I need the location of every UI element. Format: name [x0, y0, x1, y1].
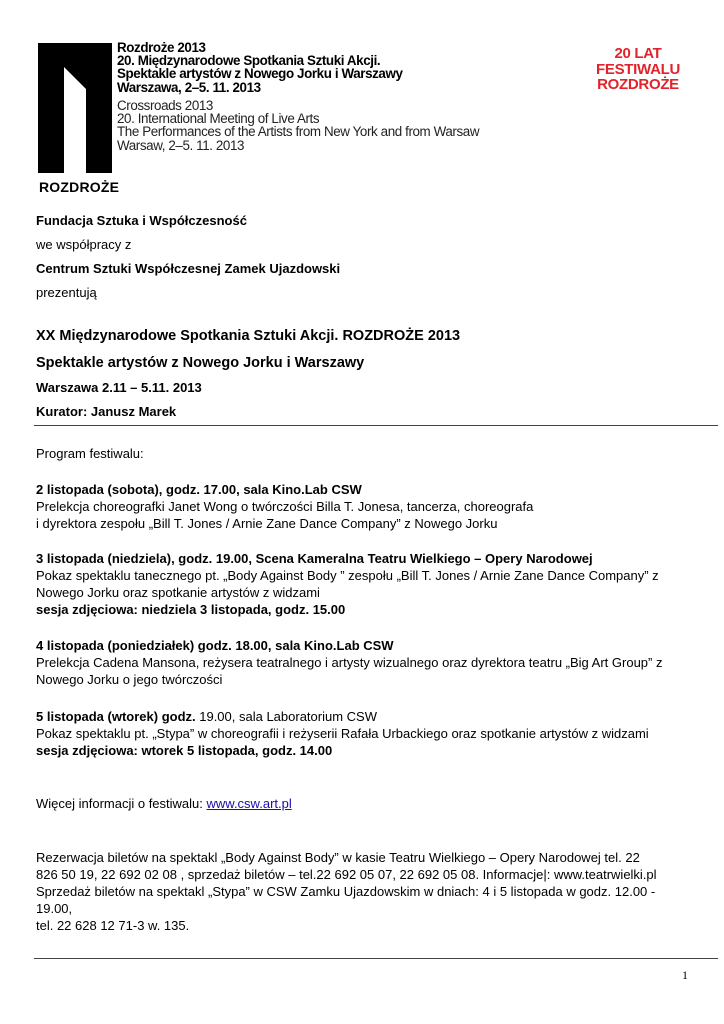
event-3-text: Nowego Jorku o jego twórczości — [36, 672, 223, 687]
festival-title: XX Międzynarodowe Spotkania Sztuki Akcji. ROZDROŻE 2013 — [36, 328, 461, 344]
anniversary-badge — [596, 46, 680, 93]
anniversary-line: 20 LAT — [614, 45, 662, 62]
event-2-photo-session: sesja zdjęciowa: niedziela 3 listopada, godz. 15.00 — [36, 602, 346, 617]
header-polish-text — [117, 41, 403, 94]
event-4-heading-rest: 19.00, sala Laboratorium CSW — [195, 709, 377, 724]
tickets-text: 826 50 19, 22 692 02 08 , sprzedaż biletów – tel.22 692 05 07, 22 692 05 08. Informacje|: www.teatrwielki.pl — [36, 867, 657, 882]
presents-text: prezentują — [36, 285, 97, 300]
header-pl-line: 20. Międzynarodowe Spotkania Sztuki Akcji. — [117, 53, 381, 69]
event-1-text: i dyrektora zespołu „Bill T. Jones / Arnie Zane Dance Company” z Nowego Jorku — [36, 516, 498, 531]
cooperation-text: we współpracy z — [36, 237, 132, 252]
header-pl-line: Warszawa, 2–5. 11. 2013 — [117, 79, 261, 95]
festival-dates: Warszawa 2.11 – 5.11. 2013 — [36, 380, 202, 395]
header-en-line: Warsaw, 2–5. 11. 2013 — [117, 137, 245, 153]
header-en-line: The Performances of the Artists from New York and from Warsaw — [117, 124, 480, 140]
logo-wordmark: ROZDROŻE — [39, 179, 120, 195]
header-en-line: Crossroads 2013 — [117, 98, 213, 113]
event-4-heading-bold: 5 listopada (wtorek) godz. — [36, 709, 196, 724]
header-en-line: 20. International Meeting of Live Arts — [117, 111, 320, 127]
divider — [34, 425, 718, 426]
header-pl-line: Rozdroże 2013 — [117, 40, 206, 55]
tickets-text: Rezerwacja biletów na spektakl „Body Against Body” w kasie Teatru Wielkiego – Opery Narodowej tel. 22 — [36, 850, 640, 865]
festival-website-link[interactable]: www.csw.art.pl — [206, 796, 292, 811]
event-1-heading: 2 listopada (sobota), godz. 17.00, sala Kino.Lab CSW — [36, 482, 362, 497]
festival-logo — [38, 43, 120, 195]
event-4-photo-session: sesja zdjęciowa: wtorek 5 listopada, godz. 14.00 — [36, 743, 333, 758]
crossroads-arrow-icon — [38, 43, 112, 175]
header-english-text — [117, 99, 479, 152]
more-info-label: Więcej informacji o festiwalu: — [36, 796, 207, 811]
tickets-text: tel. 22 628 12 71-3 w. 135. — [36, 918, 190, 933]
event-1-text: Prelekcja choreografki Janet Wong o twórczości Billa T. Jonesa, tancerza, choreografa — [36, 499, 534, 514]
anniversary-line: FESTIWALU — [596, 60, 680, 78]
event-4-text: Pokaz spektaklu pt. „Stypa” w choreografii i reżyserii Rafała Urbackiego oraz spotkanie artystów z widzami — [36, 726, 649, 741]
partner-name: Centrum Sztuki Współczesnej Zamek Ujazdowski — [36, 261, 341, 276]
event-3-heading: 4 listopada (poniedziałek) godz. 18.00, sala Kino.Lab CSW — [36, 638, 394, 653]
page-number: 1 — [682, 968, 688, 982]
event-2-text: Pokaz spektaklu tanecznego pt. „Body Against Body ” zespołu „Bill T. Jones / Arnie Zane Dance Company” z — [36, 568, 659, 583]
program-heading: Program festiwalu: — [36, 446, 144, 461]
tickets-text: 19.00, — [36, 901, 73, 916]
footer-divider — [34, 958, 718, 959]
event-2-heading: 3 listopada (niedziela), godz. 19.00, Scena Kameralna Teatru Wielkiego – Opery Narodowej — [36, 551, 593, 566]
header-pl-line: Spektakle artystów z Nowego Jorku i Warszawy — [117, 66, 403, 82]
more-info — [36, 796, 292, 811]
organizer-name: Fundacja Sztuka i Współczesność — [36, 213, 247, 228]
tickets-text: Sprzedaż biletów na spektakl „Stypa” w CSW Zamku Ujazdowskim w dniach: 4 i 5 listopada w godz. 12.00 - — [36, 884, 656, 899]
event-4-heading — [36, 709, 377, 724]
event-3-text: Prelekcja Cadena Mansona, reżysera teatralnego i artysty wizualnego oraz dyrektora teatru „Big Art Group” z — [36, 655, 663, 670]
curator: Kurator: Janusz Marek — [36, 404, 177, 419]
festival-subtitle: Spektakle artystów z Nowego Jorku i Warszawy — [36, 355, 365, 371]
event-2-text: Nowego Jorku oraz spotkanie artystów z widzami — [36, 585, 320, 600]
anniversary-line: ROZDROŻE — [597, 76, 679, 93]
